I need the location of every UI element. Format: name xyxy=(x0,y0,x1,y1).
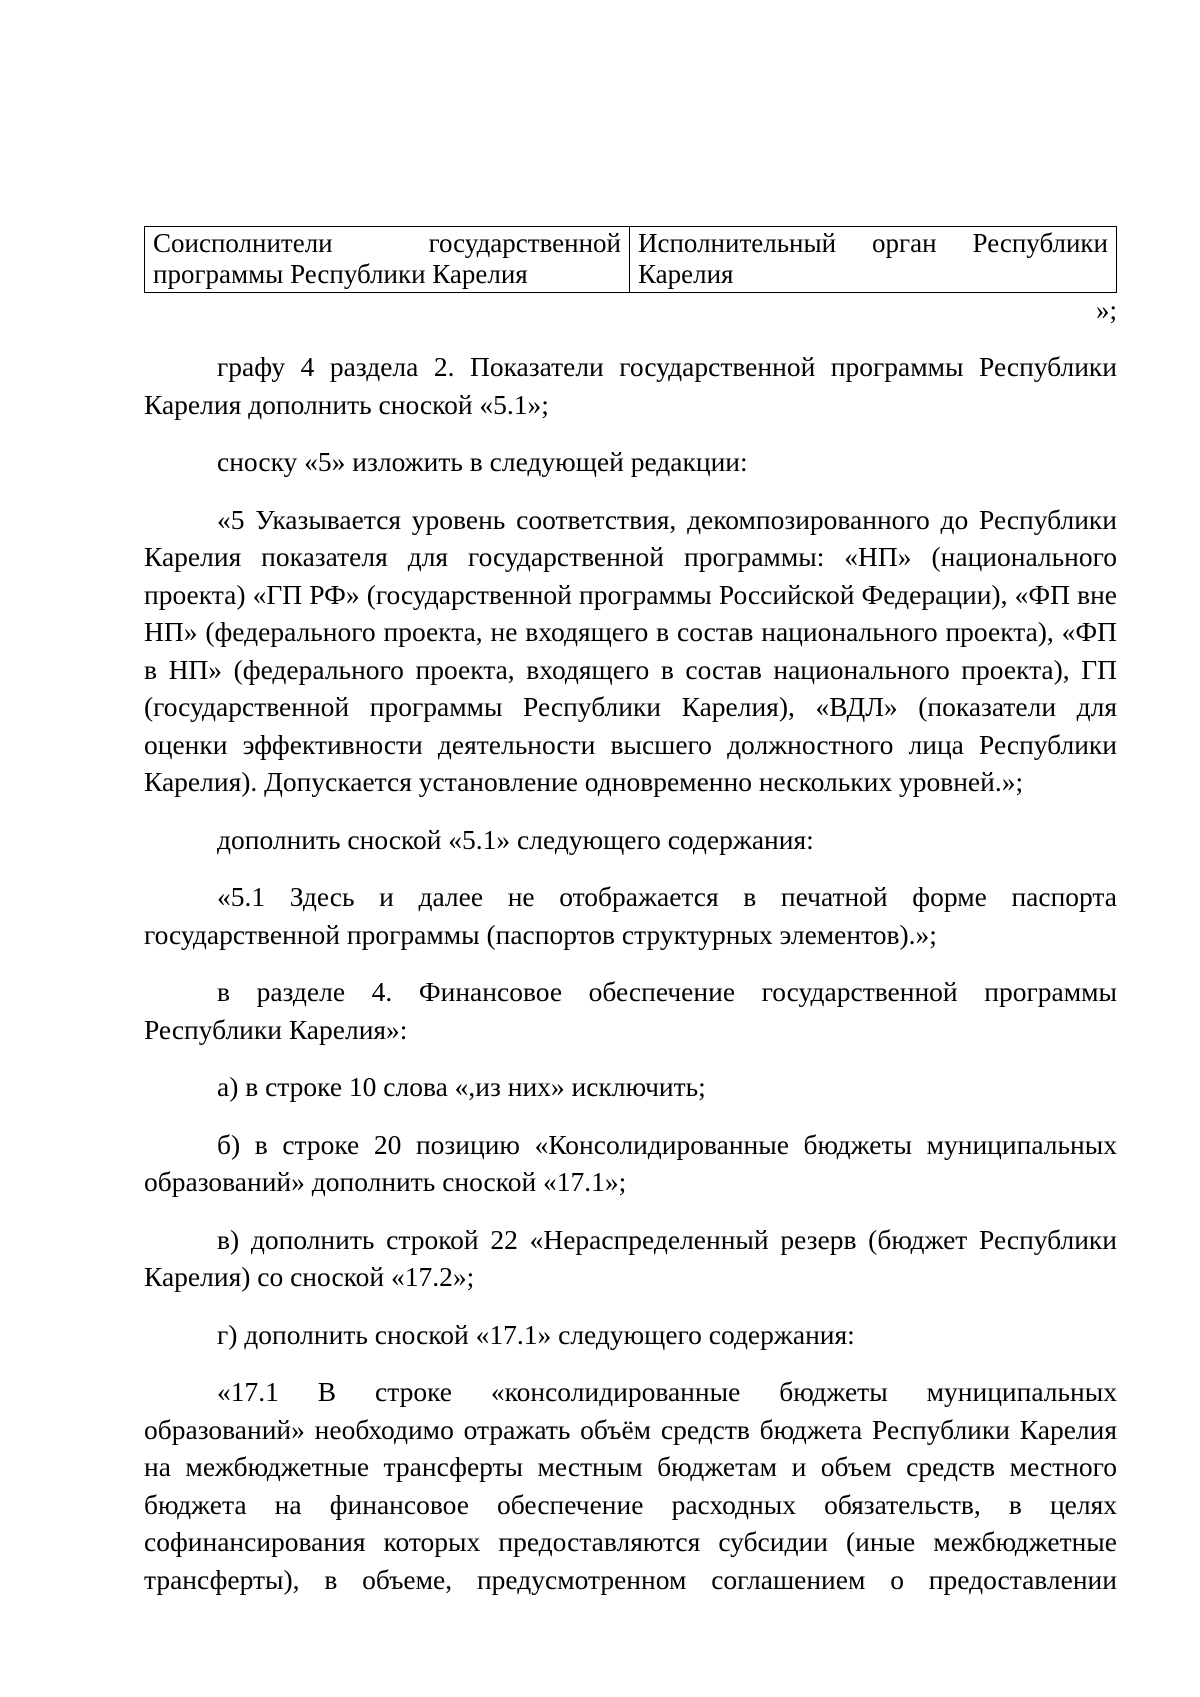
paragraph: г) дополнить сноской «17.1» следующего содержания: xyxy=(217,1318,855,1350)
document-body xyxy=(144,348,1117,1618)
paragraph: в) дополнить строкой 22 «Нераспределенный резерв (бюджет Республики Карелия) со сноской «17.2»; xyxy=(144,1223,1117,1292)
table-cell-label: Соисполнители государственной программы Республики Карелия xyxy=(145,227,630,293)
paragraph: графу 4 раздела 2. Показатели государственной программы Республики Карелия дополнить сноской «5.1»; xyxy=(144,351,1117,420)
paragraph: сноску «5» изложить в следующей редакции: xyxy=(217,446,748,477)
table-row xyxy=(145,227,1117,293)
document-page xyxy=(144,0,1117,1697)
paragraph: дополнить сноской «5.1» следующего содержания: xyxy=(217,823,814,855)
closing-quote-mark: »; xyxy=(1095,295,1117,325)
paragraph: в разделе 4. Финансовое обеспечение государственной программы Республики Карелия»: xyxy=(144,976,1117,1045)
paragraph: «17.1 В строке «консолидированные бюджеты муниципальных образований» необходимо отражать объём средств бюджета Республики Карелия на межбюджетные трансферты местным бюджетам и объем средств местного бюджета на финансовое обеспечение расходных обязательств, в целях софинансирования которых предоставляются субсидии (иные межбюджетные трансферты), в объеме, предусмотренном соглашением о предоставлении xyxy=(144,1376,1117,1595)
paragraph: «5.1 Здесь и далее не отображается в печатной форме паспорта государственной программы (паспортов структурных элементов).»; xyxy=(144,881,1117,950)
table-cell-value: Исполнительный орган Республики Карелия xyxy=(630,227,1117,293)
program-passport-table xyxy=(144,226,1117,293)
paragraph: а) в строке 10 слова «,из них» исключить; xyxy=(217,1071,706,1102)
paragraph: б) в строке 20 позицию «Консолидированные бюджеты муниципальных образований» дополнить сноской «17.1»; xyxy=(144,1128,1117,1197)
paragraph: «5 Указывается уровень соответствия, декомпозированного до Республики Карелия показателя для государственной программы: «НП» (национального проекта) «ГП РФ» (государственной программы Российской Федерации), «ФП вне НП» (федерального проекта, не входящего в состав национального проекта), «ФП в НП» (федерального проекта, входящего в состав национального проекта), ГП (государственной программы Республики Карелия), «ВДЛ» (показатели для оценки эффективности деятельности высшего должностного лица Республики Карелия). Допускается установление одновременно нескольких уровней.»; xyxy=(144,503,1117,797)
